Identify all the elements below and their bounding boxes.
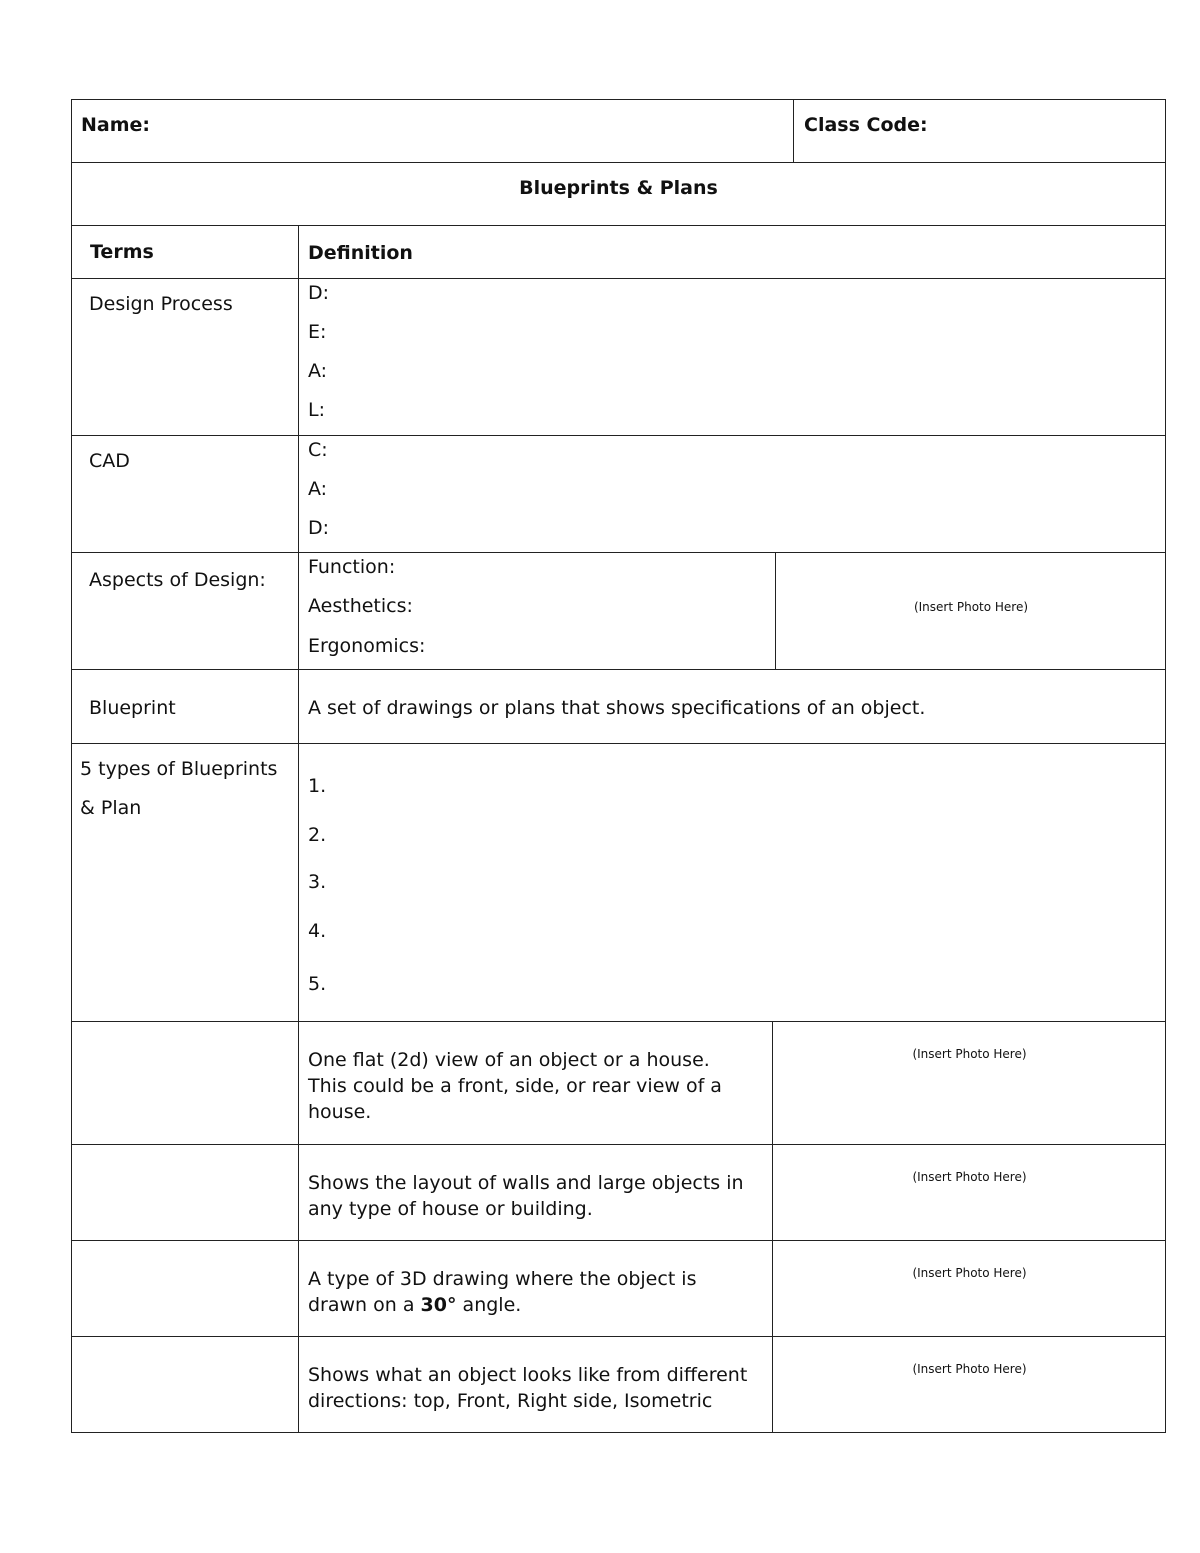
rule-under-elevation — [71, 1144, 1166, 1145]
blueprint-definition: A set of drawings or plans that shows specifications of an object. — [308, 697, 926, 719]
aspects-line-function: Function: — [308, 556, 396, 578]
class-code-label: Class Code: — [804, 114, 928, 136]
types-item-2: 2. — [308, 824, 327, 846]
rule-right — [1165, 99, 1166, 1433]
rule-under-name — [71, 162, 1166, 163]
design-process-line-e: E: — [308, 321, 327, 343]
term-design-process: Design Process — [89, 293, 233, 315]
cad-line-a: A: — [308, 478, 328, 500]
terms-column-header: Terms — [90, 241, 154, 263]
term-types-line-2: & Plan — [80, 797, 142, 819]
page-title: Blueprints & Plans — [519, 177, 718, 199]
elevation-definition: One flat (2d) view of an object or a house. This could be a front, side, or rear view of a house. — [308, 1049, 722, 1123]
isometric-definition-angle: 30° — [420, 1294, 457, 1316]
design-process-line-l: L: — [308, 399, 325, 421]
floor-plan-definition: Shows the layout of walls and large objects in any type of house or building. — [308, 1172, 744, 1220]
term-aspects-of-design: Aspects of Design: — [89, 569, 266, 591]
rule-top — [71, 99, 1166, 100]
rule-under-blueprint — [71, 743, 1166, 744]
orthographic-photo-placeholder: (Insert Photo Here) — [912, 1362, 1027, 1376]
rule-under-aspects — [71, 669, 1166, 670]
isometric-definition-suffix: angle. — [462, 1294, 522, 1316]
term-types-line-1: 5 types of Blueprints — [80, 758, 278, 780]
rule-under-types — [71, 1021, 1166, 1022]
rule-name-divider — [793, 99, 794, 163]
rule-under-columns — [71, 278, 1166, 279]
aspects-line-aesthetics: Aesthetics: — [308, 595, 413, 617]
isometric-definition-prefix: A type of 3D drawing where the object is drawn on a — [308, 1268, 697, 1316]
types-item-4: 4. — [308, 920, 327, 942]
aspects-photo-placeholder: (Insert Photo Here) — [913, 600, 1029, 614]
elevation-photo-placeholder: (Insert Photo Here) — [912, 1047, 1027, 1061]
aspects-line-ergonomics: Ergonomics: — [308, 635, 426, 657]
rule-bottom — [71, 1432, 1166, 1433]
rule-terms-divider — [298, 225, 299, 1433]
rule-under-cad — [71, 552, 1166, 553]
isometric-definition — [308, 1266, 738, 1318]
cad-line-c: C: — [308, 439, 328, 461]
design-process-line-a: A: — [308, 360, 328, 382]
rule-under-isometric — [71, 1336, 1166, 1337]
rule-under-floor-plan — [71, 1240, 1166, 1241]
types-item-3: 3. — [308, 871, 327, 893]
rule-under-design-process — [71, 435, 1166, 436]
isometric-photo-placeholder: (Insert Photo Here) — [912, 1266, 1027, 1280]
types-item-5: 5. — [308, 973, 327, 995]
floor-plan-photo-placeholder: (Insert Photo Here) — [912, 1170, 1027, 1184]
definition-column-header: Definition — [308, 242, 413, 264]
cad-line-d: D: — [308, 517, 330, 539]
design-process-line-d: D: — [308, 282, 330, 304]
types-item-1: 1. — [308, 775, 327, 797]
term-blueprint: Blueprint — [89, 697, 176, 719]
worksheet-table — [71, 99, 1166, 1433]
rule-under-title — [71, 225, 1166, 226]
rule-left — [71, 99, 72, 1433]
term-cad: CAD — [89, 450, 130, 472]
name-label: Name: — [81, 114, 151, 136]
orthographic-definition: Shows what an object looks like from different directions: top, Front, Right side, Isometric — [308, 1364, 748, 1412]
